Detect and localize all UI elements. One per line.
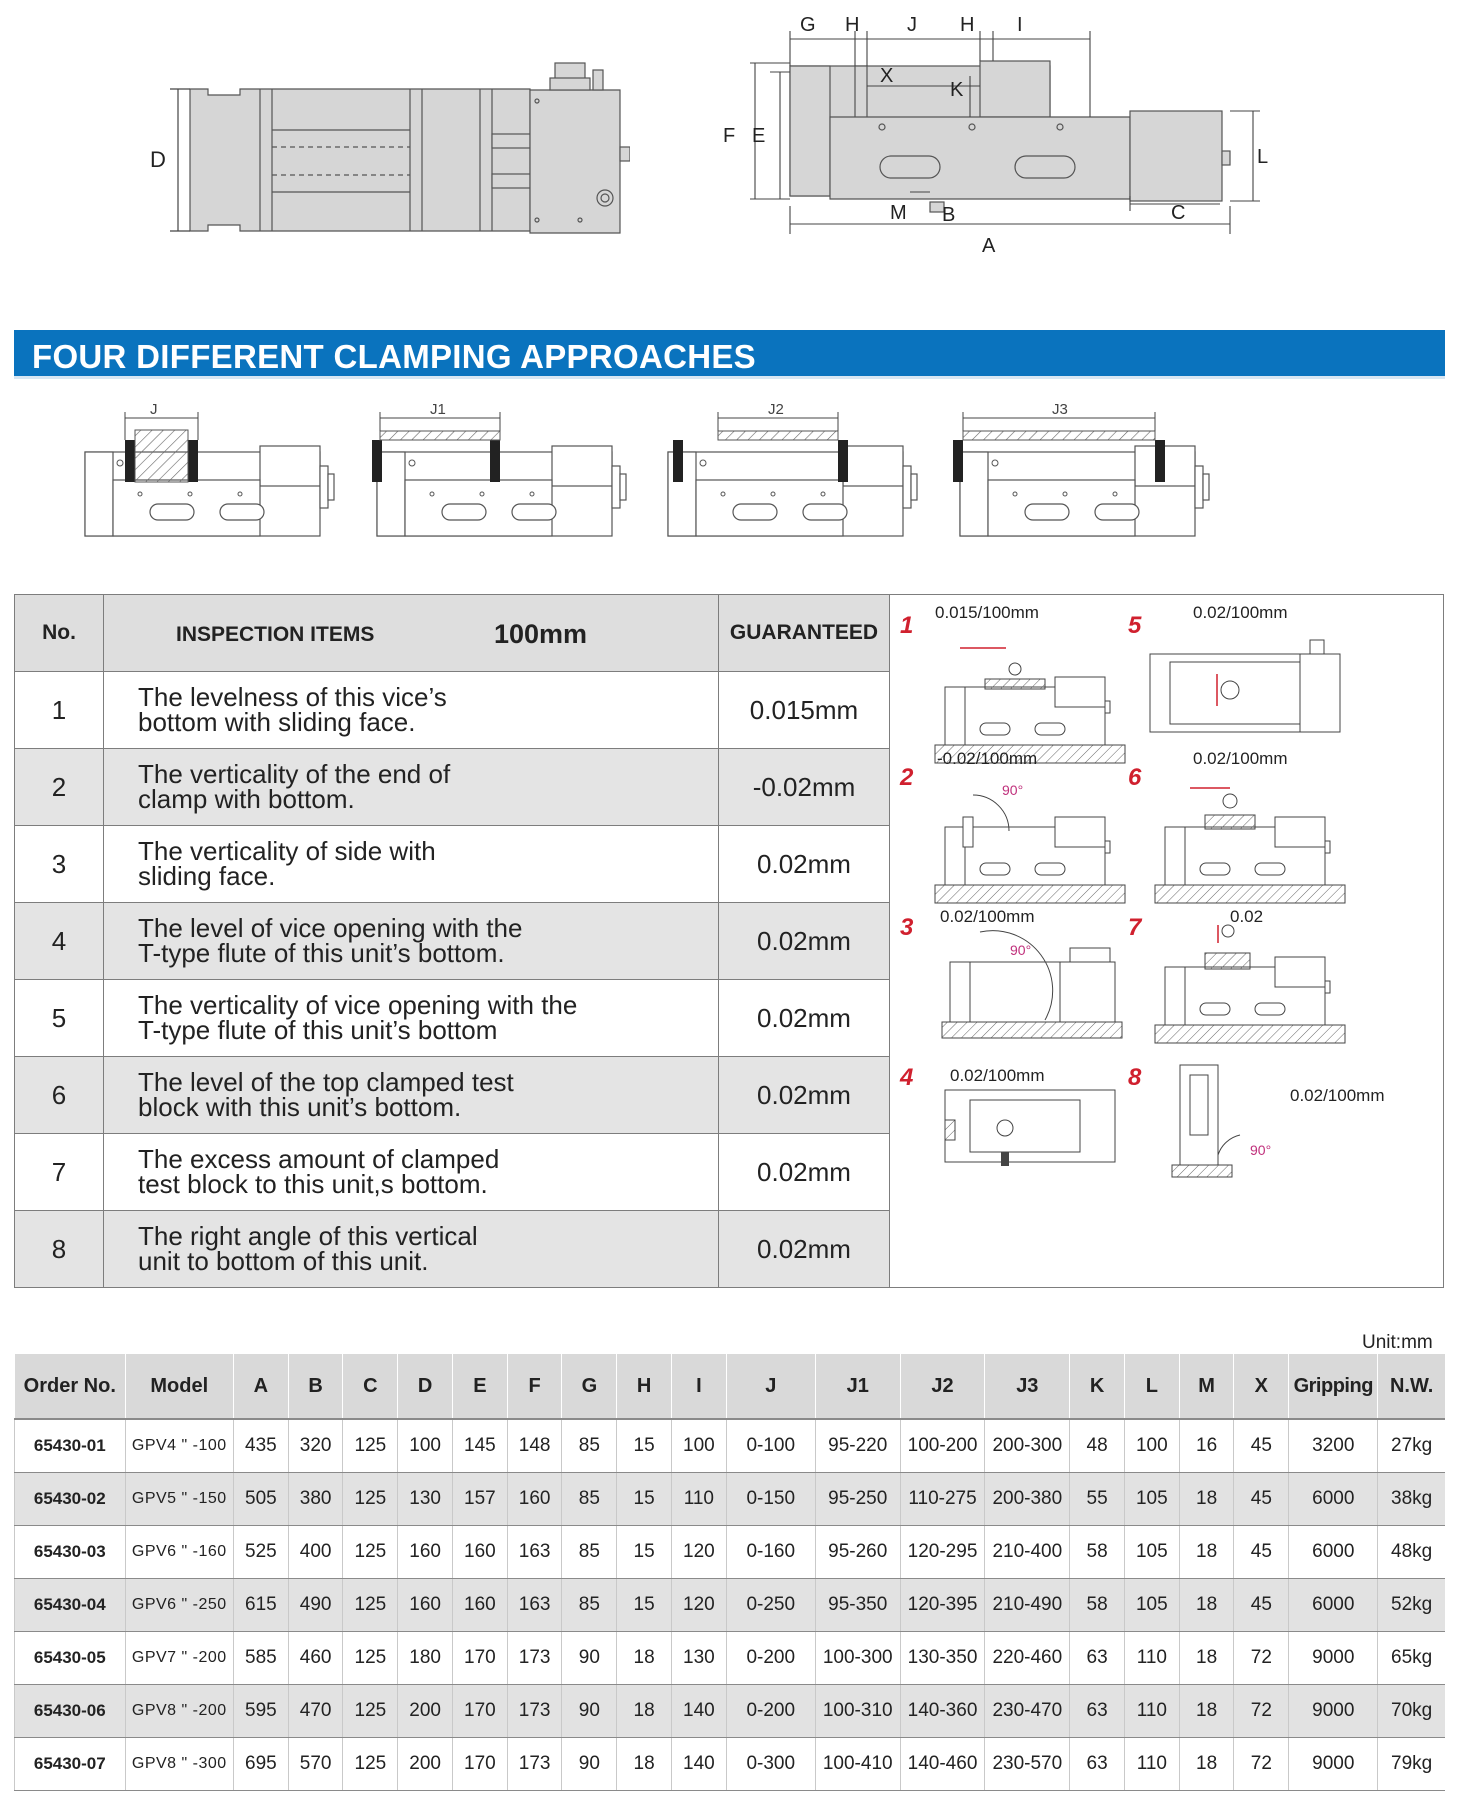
inspection-item — [104, 903, 719, 980]
diagram-number: 4 — [900, 1064, 914, 1091]
section-banner — [14, 330, 1445, 379]
dim-label: F — [723, 125, 736, 147]
diagram-tolerance: 0.02/100mm — [940, 907, 1035, 926]
spec-cell: 6000 — [1289, 1579, 1378, 1632]
spec-cell: 9000 — [1289, 1685, 1378, 1738]
spec-cell: 125 — [343, 1685, 398, 1738]
dim-label: M — [890, 202, 907, 224]
spec-cell: 380 — [288, 1473, 343, 1526]
spec-cell: 18 — [1179, 1632, 1234, 1685]
spec-header: N.W. — [1378, 1354, 1445, 1419]
spec-cell: 6000 — [1289, 1473, 1378, 1526]
spec-cell: 95-250 — [815, 1473, 900, 1526]
inspection-item — [104, 1134, 719, 1211]
spec-cell: GPV6 " -250 — [125, 1579, 233, 1632]
front-view-drawing — [710, 6, 1290, 256]
spec-header: K — [1070, 1354, 1125, 1419]
spec-cell: 65430-05 — [15, 1632, 126, 1685]
header-size-label: 100mm — [494, 619, 588, 649]
spec-cell: 173 — [507, 1632, 562, 1685]
section-title: FOUR DIFFERENT CLAMPING APPROACHES — [32, 338, 756, 375]
spec-cell: 18 — [1179, 1738, 1234, 1791]
dim-label: H — [845, 14, 860, 36]
spec-header: E — [452, 1354, 507, 1419]
spec-cell: 6000 — [1289, 1526, 1378, 1579]
dim-label-D: D — [150, 147, 166, 172]
spec-cell: 15 — [617, 1526, 672, 1579]
spec-cell: 65430-07 — [15, 1738, 126, 1791]
spec-cell: 157 — [452, 1473, 507, 1526]
spec-header: I — [671, 1354, 726, 1419]
inspection-no: 2 — [15, 749, 104, 826]
spec-cell: 120-395 — [900, 1579, 985, 1632]
spec-table — [14, 1354, 1445, 1791]
inspection-item-line1: The levelness of this vice’s — [138, 682, 447, 712]
spec-cell: 9000 — [1289, 1738, 1378, 1791]
spec-cell: 100 — [671, 1419, 726, 1473]
spec-cell: 160 — [452, 1526, 507, 1579]
inspection-no: 4 — [15, 903, 104, 980]
dim-label: I — [1017, 14, 1023, 36]
side-view-drawing — [150, 50, 630, 240]
spec-cell: 595 — [233, 1685, 288, 1738]
spec-cell: 140-460 — [900, 1738, 985, 1791]
dim-label: B — [942, 204, 956, 226]
spec-cell: 95-260 — [815, 1526, 900, 1579]
spec-cell: 110 — [1124, 1685, 1179, 1738]
spec-cell: 120-295 — [900, 1526, 985, 1579]
spec-cell: 163 — [507, 1579, 562, 1632]
inspection-item-line2: clamp with bottom. — [138, 784, 355, 814]
unit-label: Unit:mm — [1362, 1332, 1433, 1353]
inspection-no: 1 — [15, 672, 104, 749]
spec-cell: 85 — [562, 1419, 617, 1473]
dim-label: C — [1171, 202, 1186, 224]
inspection-item-line2: block with this unit’s bottom. — [138, 1092, 462, 1122]
spec-cell: 160 — [507, 1473, 562, 1526]
inspection-item-line2: test block to this unit,s bottom. — [138, 1169, 488, 1199]
inspection-no: 3 — [15, 826, 104, 903]
spec-cell: 105 — [1124, 1579, 1179, 1632]
spec-cell: 125 — [343, 1579, 398, 1632]
spec-cell: 200-300 — [985, 1419, 1070, 1473]
spec-cell: 85 — [562, 1526, 617, 1579]
spec-header: M — [1179, 1354, 1234, 1419]
spec-cell: 105 — [1124, 1473, 1179, 1526]
inspection-diagrams-svg — [890, 595, 1442, 1287]
spec-header: B — [288, 1354, 343, 1419]
spec-cell: 0-150 — [726, 1473, 815, 1526]
spec-cell: 100-300 — [815, 1632, 900, 1685]
spec-cell: 65430-03 — [15, 1526, 126, 1579]
spec-cell: 460 — [288, 1632, 343, 1685]
spec-cell: 18 — [1179, 1685, 1234, 1738]
spec-cell: 18 — [617, 1738, 672, 1791]
spec-cell: 120 — [671, 1579, 726, 1632]
spec-cell: 100 — [1124, 1419, 1179, 1473]
inspection-diagrams — [890, 594, 1444, 1288]
spec-cell: 125 — [343, 1526, 398, 1579]
spec-header: C — [343, 1354, 398, 1419]
spec-cell: 125 — [343, 1419, 398, 1473]
spec-cell: 145 — [452, 1419, 507, 1473]
inspection-item-line2: bottom with sliding face. — [138, 707, 416, 737]
spec-cell: 170 — [452, 1738, 507, 1791]
inspection-no: 8 — [15, 1211, 104, 1288]
spec-cell: 120 — [671, 1526, 726, 1579]
spec-cell: 173 — [507, 1685, 562, 1738]
spec-cell: 70kg — [1378, 1685, 1445, 1738]
spec-cell: 48 — [1070, 1419, 1125, 1473]
spec-cell: 615 — [233, 1579, 288, 1632]
spec-cell: 63 — [1070, 1738, 1125, 1791]
spec-cell: 18 — [617, 1685, 672, 1738]
spec-cell: 55 — [1070, 1473, 1125, 1526]
header-no: No. — [15, 595, 104, 672]
spec-cell: 15 — [617, 1473, 672, 1526]
spec-cell: 72 — [1234, 1738, 1289, 1791]
spec-cell: 48kg — [1378, 1526, 1445, 1579]
spec-cell: GPV8 " -200 — [125, 1685, 233, 1738]
inspection-row — [15, 826, 890, 903]
spec-cell: 160 — [398, 1579, 453, 1632]
spec-cell: 110-275 — [900, 1473, 985, 1526]
inspection-item — [104, 1211, 719, 1288]
spec-cell: 45 — [1234, 1473, 1289, 1526]
diagram-tolerance: 0.02/100mm — [1193, 603, 1288, 622]
spec-cell: 58 — [1070, 1579, 1125, 1632]
spec-cell: 65430-02 — [15, 1473, 126, 1526]
spec-cell: 65430-01 — [15, 1419, 126, 1473]
inspection-item — [104, 672, 719, 749]
spec-cell: GPV6 " -160 — [125, 1526, 233, 1579]
spec-cell: 63 — [1070, 1632, 1125, 1685]
spec-cell: 79kg — [1378, 1738, 1445, 1791]
spec-row — [15, 1685, 1446, 1738]
spec-cell: 320 — [288, 1419, 343, 1473]
spec-header: A — [233, 1354, 288, 1419]
spec-cell: 170 — [452, 1685, 507, 1738]
spec-cell: 125 — [343, 1738, 398, 1791]
diagram-tolerance: 0.02/100mm — [950, 1066, 1045, 1085]
inspection-item — [104, 826, 719, 903]
spec-cell: 110 — [1124, 1738, 1179, 1791]
spec-cell: 100 — [398, 1419, 453, 1473]
inspection-item-line1: The level of the top clamped test — [138, 1067, 514, 1097]
diagram-tolerance: 0.02/100mm — [1193, 749, 1288, 768]
diagram-number: 3 — [900, 914, 914, 941]
dim-label: X — [880, 65, 894, 87]
spec-cell: 100-200 — [900, 1419, 985, 1473]
header-guaranteed: GUARANTEED — [719, 595, 890, 672]
spec-cell: 72 — [1234, 1685, 1289, 1738]
spec-cell: 210-490 — [985, 1579, 1070, 1632]
spec-cell: 45 — [1234, 1419, 1289, 1473]
dim-label: J — [907, 14, 917, 36]
spec-cell: 9000 — [1289, 1632, 1378, 1685]
dim-label: L — [1257, 146, 1269, 168]
spec-header: D — [398, 1354, 453, 1419]
spec-cell: 0-300 — [726, 1738, 815, 1791]
inspection-item-line1: The verticality of the end of — [138, 759, 451, 789]
inspection-item-line1: The verticality of side with — [138, 836, 436, 866]
inspection-guaranteed: -0.02mm — [719, 749, 890, 826]
spec-cell: 210-400 — [985, 1526, 1070, 1579]
spec-cell: 695 — [233, 1738, 288, 1791]
spec-row — [15, 1526, 1446, 1579]
spec-cell: 505 — [233, 1473, 288, 1526]
spec-row — [15, 1632, 1446, 1685]
spec-cell: 400 — [288, 1526, 343, 1579]
spec-cell: 45 — [1234, 1526, 1289, 1579]
spec-cell: 18 — [1179, 1579, 1234, 1632]
spec-cell: 0-250 — [726, 1579, 815, 1632]
spec-cell: 90 — [562, 1685, 617, 1738]
spec-cell: 27kg — [1378, 1419, 1445, 1473]
spec-cell: 0-200 — [726, 1632, 815, 1685]
diagram-number: 8 — [1128, 1064, 1142, 1091]
spec-cell: 65430-04 — [15, 1579, 126, 1632]
inspection-item — [104, 749, 719, 826]
spec-cell: 65kg — [1378, 1632, 1445, 1685]
diagram-tolerance: -0.02/100mm — [937, 749, 1038, 768]
spec-cell: 200-380 — [985, 1473, 1070, 1526]
inspection-item-line2: T-type flute of this unit’s bottom. — [138, 938, 505, 968]
spec-cell: 170 — [452, 1632, 507, 1685]
spec-cell: 125 — [343, 1473, 398, 1526]
header-items-label: INSPECTION ITEMS — [176, 623, 375, 646]
inspection-item-line2: unit to bottom of this unit. — [138, 1246, 429, 1276]
spec-cell: 140 — [671, 1685, 726, 1738]
spec-header: J — [726, 1354, 815, 1419]
spec-cell: 148 — [507, 1419, 562, 1473]
diagram-tolerance: 0.015/100mm — [935, 603, 1039, 622]
diagram-number: 5 — [1128, 612, 1142, 639]
spec-cell: 160 — [398, 1526, 453, 1579]
spec-row — [15, 1738, 1446, 1791]
diagram-number: 7 — [1128, 914, 1142, 941]
spec-cell: 58 — [1070, 1526, 1125, 1579]
spec-header: J1 — [815, 1354, 900, 1419]
spec-cell: GPV4 " -100 — [125, 1419, 233, 1473]
spec-cell: GPV8 " -300 — [125, 1738, 233, 1791]
inspection-row — [15, 749, 890, 826]
diagram-number: 2 — [900, 764, 914, 791]
inspection-guaranteed: 0.02mm — [719, 1057, 890, 1134]
spec-cell: 125 — [343, 1632, 398, 1685]
diagram-tolerance: 0.02/100mm — [1290, 1086, 1385, 1105]
dim-label: A — [982, 235, 996, 256]
spec-cell: 15 — [617, 1419, 672, 1473]
inspection-item-line2: sliding face. — [138, 861, 276, 891]
spec-cell: 0-200 — [726, 1685, 815, 1738]
inspection-guaranteed: 0.02mm — [719, 980, 890, 1057]
spec-header: L — [1124, 1354, 1179, 1419]
inspection-table — [14, 594, 890, 1288]
spec-row — [15, 1473, 1446, 1526]
spec-cell: 110 — [1124, 1632, 1179, 1685]
inspection-guaranteed: 0.015mm — [719, 672, 890, 749]
inspection-guaranteed: 0.02mm — [719, 1211, 890, 1288]
diagram-number: 1 — [900, 612, 914, 639]
spec-row — [15, 1579, 1446, 1632]
spec-cell: 85 — [562, 1473, 617, 1526]
spec-cell: 200 — [398, 1685, 453, 1738]
spec-cell: 230-470 — [985, 1685, 1070, 1738]
spec-cell: 16 — [1179, 1419, 1234, 1473]
inspection-row — [15, 672, 890, 749]
spec-cell: 95-220 — [815, 1419, 900, 1473]
spec-cell: 130 — [398, 1473, 453, 1526]
inspection-item — [104, 980, 719, 1057]
spec-cell: 200 — [398, 1738, 453, 1791]
clamp-label: J3 — [1052, 401, 1068, 418]
spec-cell: 72 — [1234, 1632, 1289, 1685]
dim-label: G — [800, 14, 816, 36]
spec-cell: 180 — [398, 1632, 453, 1685]
spec-cell: 18 — [1179, 1473, 1234, 1526]
spec-cell: 220-460 — [985, 1632, 1070, 1685]
header-inspection-items — [104, 595, 719, 672]
inspection-guaranteed: 0.02mm — [719, 903, 890, 980]
spec-header: Order No. — [15, 1354, 126, 1419]
spec-cell: 230-570 — [985, 1738, 1070, 1791]
spec-cell: 173 — [507, 1738, 562, 1791]
spec-cell: 18 — [1179, 1526, 1234, 1579]
spec-header: X — [1234, 1354, 1289, 1419]
clamp-label: J2 — [768, 401, 784, 418]
spec-header: J2 — [900, 1354, 985, 1419]
spec-cell: 470 — [288, 1685, 343, 1738]
spec-header: H — [617, 1354, 672, 1419]
dim-label: K — [950, 79, 964, 101]
spec-cell: 140-360 — [900, 1685, 985, 1738]
inspection-no: 5 — [15, 980, 104, 1057]
inspection-item-line1: The excess amount of clamped — [138, 1144, 500, 1174]
spec-cell: 45 — [1234, 1579, 1289, 1632]
spec-header: G — [562, 1354, 617, 1419]
diagram-tolerance: 0.02 — [1230, 907, 1264, 926]
clamp-label: J1 — [430, 401, 446, 418]
spec-cell: 110 — [671, 1473, 726, 1526]
spec-cell: 140 — [671, 1738, 726, 1791]
spec-cell: 63 — [1070, 1685, 1125, 1738]
spec-cell: 15 — [617, 1579, 672, 1632]
inspection-no: 7 — [15, 1134, 104, 1211]
inspection-item-line1: The verticality of vice opening with the — [138, 990, 578, 1020]
spec-cell: 95-350 — [815, 1579, 900, 1632]
spec-cell: 65430-06 — [15, 1685, 126, 1738]
spec-cell: 52kg — [1378, 1579, 1445, 1632]
spec-cell: 105 — [1124, 1526, 1179, 1579]
spec-cell: 585 — [233, 1632, 288, 1685]
angle-label: 90° — [1002, 782, 1024, 798]
clamping-approaches-drawings — [80, 400, 1400, 550]
spec-cell: 163 — [507, 1526, 562, 1579]
spec-cell: 130-350 — [900, 1632, 985, 1685]
spec-cell: 38kg — [1378, 1473, 1445, 1526]
spec-cell: 90 — [562, 1738, 617, 1791]
spec-header: Gripping — [1289, 1354, 1378, 1419]
inspection-item-line1: The level of vice opening with the — [138, 913, 523, 943]
spec-cell: 18 — [617, 1632, 672, 1685]
inspection-item-line2: T-type flute of this unit’s bottom — [138, 1015, 498, 1045]
spec-cell: GPV5 " -150 — [125, 1473, 233, 1526]
inspection-guaranteed: 0.02mm — [719, 1134, 890, 1211]
spec-cell: 0-100 — [726, 1419, 815, 1473]
angle-label: 90° — [1010, 942, 1032, 958]
inspection-item-line1: The right angle of this vertical — [138, 1221, 478, 1251]
inspection-row — [15, 903, 890, 980]
inspection-row — [15, 1057, 890, 1134]
spec-cell: GPV7 " -200 — [125, 1632, 233, 1685]
dim-label: H — [960, 14, 975, 36]
spec-header: Model — [125, 1354, 233, 1419]
spec-header: F — [507, 1354, 562, 1419]
clamp-label: J — [150, 401, 158, 418]
spec-cell: 85 — [562, 1579, 617, 1632]
spec-header: J3 — [985, 1354, 1070, 1419]
inspection-guaranteed: 0.02mm — [719, 826, 890, 903]
inspection-row — [15, 1134, 890, 1211]
spec-cell: 490 — [288, 1579, 343, 1632]
dim-label: E — [752, 125, 766, 147]
spec-cell: 100-410 — [815, 1738, 900, 1791]
spec-cell: 3200 — [1289, 1419, 1378, 1473]
inspection-item — [104, 1057, 719, 1134]
angle-label: 90° — [1250, 1142, 1272, 1158]
spec-cell: 130 — [671, 1632, 726, 1685]
diagram-number: 6 — [1128, 764, 1142, 791]
spec-cell: 0-160 — [726, 1526, 815, 1579]
inspection-row — [15, 1211, 890, 1288]
inspection-row — [15, 980, 890, 1057]
spec-cell: 570 — [288, 1738, 343, 1791]
inspection-no: 6 — [15, 1057, 104, 1134]
spec-row — [15, 1419, 1446, 1473]
spec-cell: 90 — [562, 1632, 617, 1685]
spec-cell: 435 — [233, 1419, 288, 1473]
spec-cell: 525 — [233, 1526, 288, 1579]
spec-cell: 100-310 — [815, 1685, 900, 1738]
spec-cell: 160 — [452, 1579, 507, 1632]
